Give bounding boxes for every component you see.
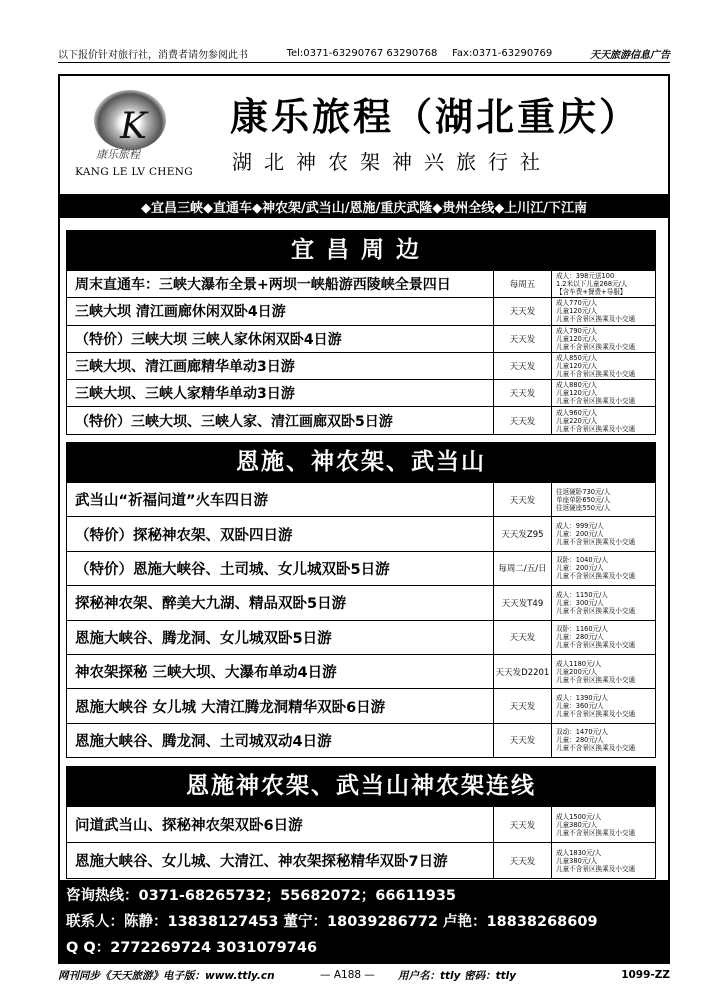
footer-code: 1099-ZZ bbox=[621, 969, 670, 981]
brand-subtitle: 湖北神农架神兴旅行社 bbox=[232, 150, 552, 174]
top-info-bar bbox=[58, 44, 670, 62]
tour-row bbox=[66, 552, 656, 586]
tour-row bbox=[66, 298, 656, 325]
tour-row bbox=[66, 621, 656, 655]
tour-name: 神农架探秘 三峡大坝、大瀑布单动4日游 bbox=[75, 665, 337, 682]
tour-price bbox=[551, 271, 655, 297]
price-line: 儿童不含景区换乘及小交通 bbox=[556, 572, 636, 581]
logo bbox=[74, 90, 194, 186]
price-line: 儿童：280元/人 bbox=[556, 633, 604, 642]
footer-page-number: — A188 — bbox=[320, 969, 375, 981]
price-line: 儿童不含景区换乘及小交通 bbox=[556, 641, 636, 650]
hotline-text: 咨询热线：0371-68265732；55682072；66611935 bbox=[66, 888, 457, 904]
footer-login: 用户名：ttly 密码：ttly bbox=[398, 969, 517, 982]
tour-price bbox=[551, 621, 655, 654]
footer bbox=[58, 964, 670, 986]
price-line: 儿童不含景区换乘及小交通 bbox=[556, 315, 636, 324]
tour-frequency: 天天发 bbox=[493, 621, 551, 654]
price-line: 儿童120元/人 bbox=[556, 334, 598, 343]
price-line: 往返硬座550元/人 bbox=[556, 503, 611, 512]
tour-row bbox=[66, 407, 656, 434]
price-line: 儿童：360元/人 bbox=[556, 702, 604, 711]
price-line: 成人：1150元/人 bbox=[556, 590, 608, 599]
tour-price bbox=[551, 483, 655, 516]
price-line: 儿童380元/人 bbox=[556, 856, 598, 865]
tour-name: 问道武当山、探秘神农架双卧6日游 bbox=[75, 818, 303, 834]
brand-title: 康乐旅程（湖北重庆） bbox=[230, 95, 641, 139]
price-line: 儿童：200元/人 bbox=[556, 530, 604, 539]
tour-name: 三峡大坝 清江画廊休闲双卧4日游 bbox=[75, 304, 286, 321]
tour-price bbox=[551, 724, 655, 757]
tour-frequency: 每周二/五/日 bbox=[493, 552, 551, 585]
tour-price bbox=[551, 407, 655, 433]
tour-price bbox=[551, 298, 655, 324]
tour-table-yichang bbox=[66, 270, 656, 435]
tour-name: （特价）恩施大峡谷、土司城、女儿城双卧5日游 bbox=[75, 561, 390, 578]
contact-people-text: 联系人：陈静：13838127453 董宁：18039286772 卢艳：18838268609 bbox=[66, 914, 598, 930]
price-line: 儿童：200元/人 bbox=[556, 564, 604, 573]
tour-row bbox=[66, 483, 656, 517]
tour-price bbox=[551, 517, 655, 550]
tour-price bbox=[551, 552, 655, 585]
tour-price bbox=[551, 380, 655, 406]
price-line: 单座单卧650元/人 bbox=[556, 495, 611, 504]
tour-price bbox=[551, 353, 655, 379]
tour-frequency: 天天发 bbox=[493, 807, 551, 842]
tour-name: 恩施大峡谷、腾龙洞、土司城双动4日游 bbox=[75, 733, 332, 750]
price-line: 成人1830元/人 bbox=[556, 848, 602, 857]
price-line: 儿童不含景区换乘及小交通 bbox=[556, 710, 636, 719]
header bbox=[60, 76, 668, 194]
tour-row bbox=[66, 380, 656, 407]
price-line: 成人790元/人 bbox=[556, 326, 598, 335]
routes-bar: ◆宜昌三峡◆直通车◆神农架/武当山/恩施/重庆武隆◆贵州全线◆上川江/下江南 bbox=[60, 194, 668, 218]
contact-block bbox=[60, 880, 668, 962]
price-line: 成人880元/人 bbox=[556, 381, 598, 390]
price-line: 1.2米以下儿童268元/人 bbox=[556, 280, 628, 289]
logo-chinese-name: 康乐旅程 bbox=[96, 148, 140, 161]
price-line: 儿童不含景区换乘及小交通 bbox=[556, 424, 636, 433]
section-title-combo: 恩施神农架、武当山神农架连线 bbox=[66, 766, 656, 806]
price-line: 双动：1470元/人 bbox=[556, 728, 608, 737]
tour-price bbox=[551, 655, 655, 688]
price-line: 儿童不含景区换乘及小交通 bbox=[556, 606, 636, 615]
tour-frequency: 天天发 bbox=[493, 843, 551, 878]
price-line: 往返硬卧730元/人 bbox=[556, 487, 611, 496]
disclaimer-text: 以下报价针对旅行社，消费者请勿参阅此书 bbox=[58, 49, 248, 61]
price-line: 双卧：1040元/人 bbox=[556, 556, 608, 565]
tour-row bbox=[66, 689, 656, 723]
price-line: 儿童不含景区换乘及小交通 bbox=[556, 397, 636, 406]
tour-frequency: 天天发 bbox=[493, 407, 551, 433]
price-line: 成人：1390元/人 bbox=[556, 694, 608, 703]
tour-frequency: 天天发 bbox=[493, 689, 551, 722]
tour-price bbox=[551, 843, 655, 878]
fax-text: Fax:0371-63290769 bbox=[452, 47, 553, 59]
tour-name: 周末直通车：三峡大瀑布全景+两坝一峡船游西陵峡全景四日 bbox=[75, 277, 451, 294]
footer-website: 网刊同步《天天旅游》电子版：www.ttly.cn bbox=[58, 969, 275, 982]
tour-name: 恩施大峡谷 女儿城 大清江腾龙洞精华双卧6日游 bbox=[75, 699, 386, 716]
tour-row bbox=[66, 807, 656, 843]
price-line: 成人1500元/人 bbox=[556, 812, 602, 821]
section-title-enshi: 恩施、神农架、武当山 bbox=[66, 442, 656, 482]
price-line: 成人1180元/人 bbox=[556, 659, 602, 668]
price-line: 儿童不含景区换乘及小交通 bbox=[556, 828, 636, 837]
tour-frequency: 天天发Z95 bbox=[493, 517, 551, 550]
price-line: 儿童不含景区换乘及小交通 bbox=[556, 538, 636, 547]
price-line: 儿童120元/人 bbox=[556, 362, 598, 371]
price-line: 儿童120元/人 bbox=[556, 307, 598, 316]
tour-row bbox=[66, 655, 656, 689]
phone-text: Tel:0371-63290767 63290768 bbox=[286, 47, 438, 59]
price-line: 双卧：1160元/人 bbox=[556, 625, 608, 634]
tour-name: 恩施大峡谷、女儿城、大清江、神农架探秘精华双卧7日游 bbox=[75, 854, 448, 870]
tour-frequency: 天天发D2201 bbox=[493, 655, 551, 688]
price-line: 儿童不含景区换乘及小交通 bbox=[556, 342, 636, 351]
tour-row bbox=[66, 724, 656, 758]
tour-row bbox=[66, 586, 656, 620]
tour-name: （特价）探秘神农架、双卧四日游 bbox=[75, 527, 293, 544]
tour-name: 恩施大峡谷、腾龙洞、女儿城双卧5日游 bbox=[75, 630, 332, 647]
price-line: 儿童220元/人 bbox=[556, 416, 598, 425]
top-divider bbox=[58, 62, 670, 63]
price-line: 成人770元/人 bbox=[556, 299, 598, 308]
price-line: 【含车费+餐费+导服】 bbox=[556, 288, 627, 297]
tour-table-combo bbox=[66, 806, 656, 879]
price-line: 成人：398元送100 bbox=[556, 272, 615, 281]
price-line: 儿童不含景区换乘及小交通 bbox=[556, 370, 636, 379]
tour-table-enshi bbox=[66, 482, 656, 758]
price-line: 儿童120元/人 bbox=[556, 389, 598, 398]
tour-name: 武当山“祈福问道”火车四日游 bbox=[75, 493, 269, 510]
tour-frequency: 每周五 bbox=[493, 271, 551, 297]
tour-price bbox=[551, 586, 655, 619]
tour-frequency: 天天发 bbox=[493, 353, 551, 379]
tour-row bbox=[66, 326, 656, 353]
tour-row bbox=[66, 271, 656, 298]
tour-name: （特价）三峡大坝 三峡人家休闲双卧4日游 bbox=[75, 331, 342, 348]
price-line: 儿童：300元/人 bbox=[556, 598, 604, 607]
tour-row bbox=[66, 843, 656, 879]
tour-row bbox=[66, 353, 656, 380]
tour-price bbox=[551, 326, 655, 352]
tour-name: 三峡大坝、清江画廊精华单动3日游 bbox=[75, 359, 295, 376]
tour-frequency: 天天发 bbox=[493, 326, 551, 352]
tour-frequency: 天天发 bbox=[493, 298, 551, 324]
tour-frequency: 天天发 bbox=[493, 724, 551, 757]
price-line: 儿童200元/人 bbox=[556, 667, 598, 676]
tour-frequency: 天天发 bbox=[493, 380, 551, 406]
price-line: 儿童：280元/人 bbox=[556, 736, 604, 745]
logo-english-name: KANG LE LV CHENG bbox=[75, 166, 193, 178]
tour-row bbox=[66, 517, 656, 551]
price-line: 儿童380元/人 bbox=[556, 820, 598, 829]
tour-price bbox=[551, 689, 655, 722]
tour-frequency: 天天发T49 bbox=[493, 586, 551, 619]
tour-name: 探秘神农架、醉美大九湖、精品双卧5日游 bbox=[75, 596, 347, 613]
qq-text: Q Q：2772269724 3031079746 bbox=[66, 940, 318, 956]
ad-label: 天天旅游信息广告 bbox=[590, 49, 670, 61]
section-title-yichang: 宜昌周边 bbox=[66, 230, 656, 270]
tour-name: （特价）三峡大坝、三峡人家、清江画廊双卧5日游 bbox=[75, 413, 393, 430]
tour-price bbox=[551, 807, 655, 842]
price-line: 成人850元/人 bbox=[556, 354, 598, 363]
price-line: 成人960元/人 bbox=[556, 408, 598, 417]
price-line: 儿童不含景区换乘及小交通 bbox=[556, 864, 636, 873]
logo-mark: K bbox=[120, 106, 147, 147]
tour-name: 三峡大坝、三峡人家精华单动3日游 bbox=[75, 386, 295, 403]
price-line: 成人：999元/人 bbox=[556, 522, 604, 531]
price-line: 儿童不含景区换乘及小交通 bbox=[556, 744, 636, 753]
tour-frequency: 天天发 bbox=[493, 483, 551, 516]
price-line: 儿童不含景区换乘及小交通 bbox=[556, 675, 636, 684]
